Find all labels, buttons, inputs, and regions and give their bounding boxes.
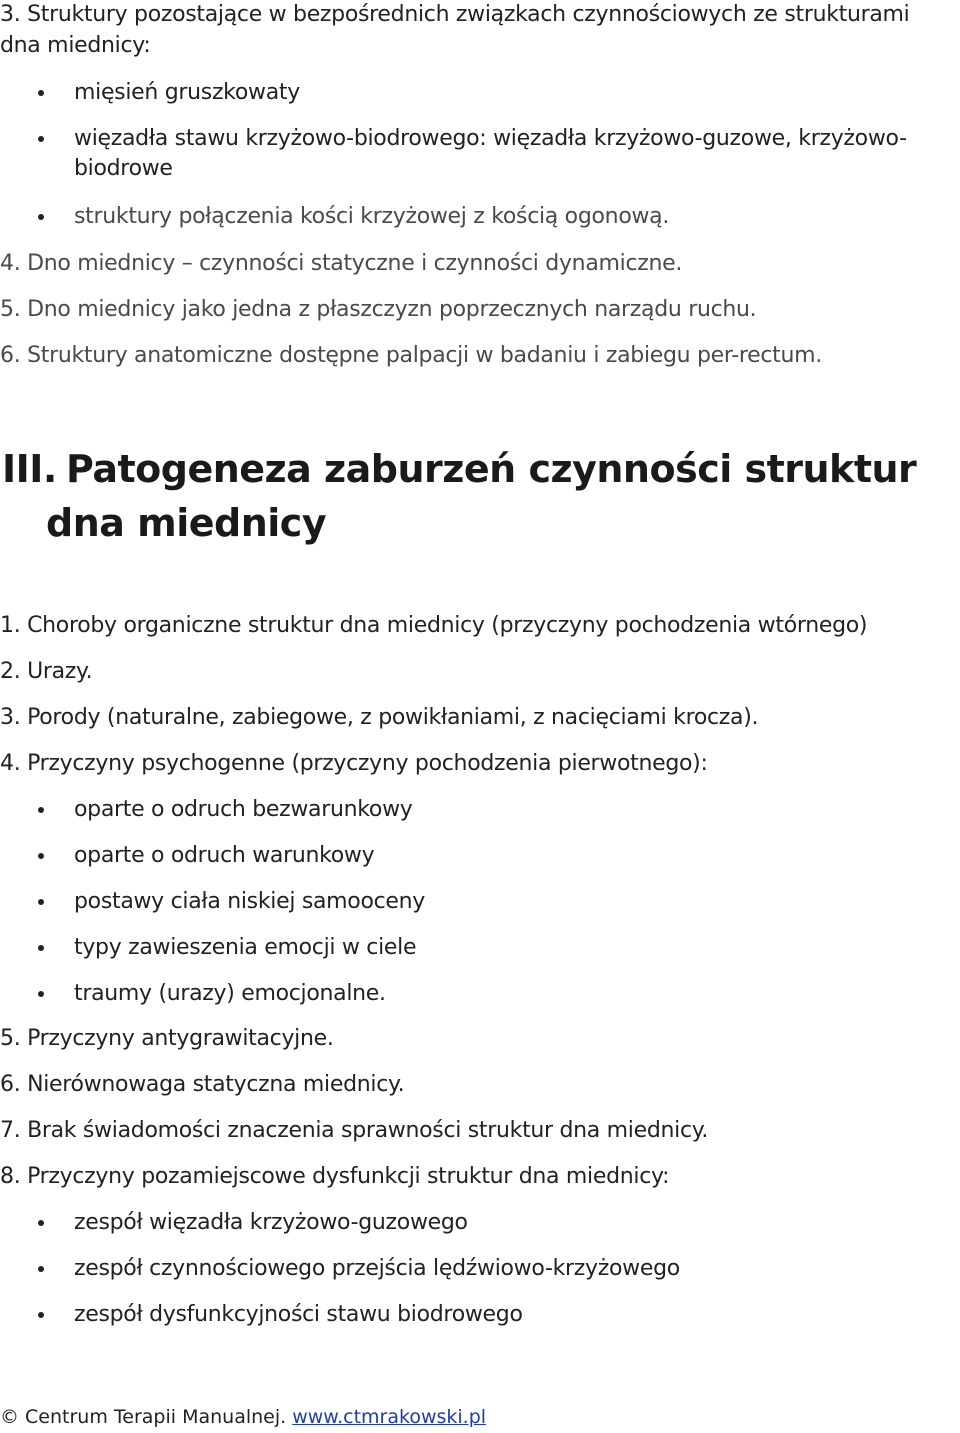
bullet-text: zespół czynnościowego przejścia lędźwiowo-krzyżowego <box>74 1256 680 1281</box>
list-item-8: 8. Przyczyny pozamiejscowe dysfunkcji struktur dna miednicy: <box>0 1164 670 1189</box>
bullet-text: traumy (urazy) emocjonalne. <box>74 981 386 1006</box>
bullet-text: zespół więzadła krzyżowo-guzowego <box>74 1210 468 1235</box>
bullet-text: zespół dysfunkcyjności stawu biodrowego <box>74 1302 523 1327</box>
bullet-text: postawy ciała niskiej samooceny <box>74 889 426 914</box>
footer <box>0 1404 486 1430</box>
list-item-7: 7. Brak świadomości znaczenia sprawności struktur dna miednicy. <box>0 1118 709 1143</box>
bullet-text: typy zawieszenia emocji w ciele <box>74 935 417 960</box>
section-number: III. <box>2 447 57 491</box>
bullet-text: mięsień gruszkowaty <box>74 80 300 105</box>
bullet-text: oparte o odruch bezwarunkowy <box>74 797 413 822</box>
bullet-icon <box>38 1266 44 1272</box>
list-item-1: 1. Choroby organiczne struktur dna miednicy (przyczyny pochodzenia wtórnego) <box>0 613 868 638</box>
footer-website-link[interactable]: www.ctmrakowski.pl <box>292 1406 487 1428</box>
bullet-icon <box>38 136 44 142</box>
list-item-6: 6. Nierównowaga statyczna miednicy. <box>0 1072 405 1097</box>
bullet-icon <box>38 899 44 905</box>
bullet-icon <box>38 90 44 96</box>
bullet-icon <box>38 807 44 813</box>
list-item-5: 5. Dno miednicy jako jedna z płaszczyzn poprzecznych narządu ruchu. <box>0 297 757 322</box>
list-item-4: 4. Przyczyny psychogenne (przyczyny pochodzenia pierwotnego): <box>0 751 708 776</box>
bullet-text: struktury połączenia kości krzyżowej z kością ogonową. <box>74 204 670 229</box>
list-item-2: 2. Urazy. <box>0 659 93 684</box>
list-item-3-continuation: dna miednicy: <box>0 33 151 58</box>
list-item-5: 5. Przyczyny antygrawitacyjne. <box>0 1026 334 1051</box>
list-item-3: 3. Porody (naturalne, zabiegowe, z powikłaniami, z nacięciami krocza). <box>0 705 759 730</box>
section-title: Patogeneza zaburzeń czynności struktur dna miednicy <box>46 447 917 545</box>
footer-copyright: © Centrum Terapii Manualnej. <box>0 1406 287 1428</box>
bullet-icon <box>38 853 44 859</box>
list-item-4: 4. Dno miednicy – czynności statyczne i czynności dynamiczne. <box>0 251 683 276</box>
bullet-text: oparte o odruch warunkowy <box>74 843 375 868</box>
bullet-text: więzadła stawu krzyżowo-biodrowego: więzadła krzyżowo-guzowe, krzyżowo-biodrowe <box>74 126 907 181</box>
list-item-3: 3. Struktury pozostające w bezpośrednich związkach czynnościowych ze strukturami <box>0 2 910 27</box>
bullet-icon <box>38 991 44 997</box>
bullet-icon <box>38 1312 44 1318</box>
list-item-6: 6. Struktury anatomiczne dostępne palpacji w badaniu i zabiegu per-rectum. <box>0 343 822 368</box>
bullet-icon <box>38 1220 44 1226</box>
bullet-icon <box>38 945 44 951</box>
bullet-icon <box>38 214 44 220</box>
